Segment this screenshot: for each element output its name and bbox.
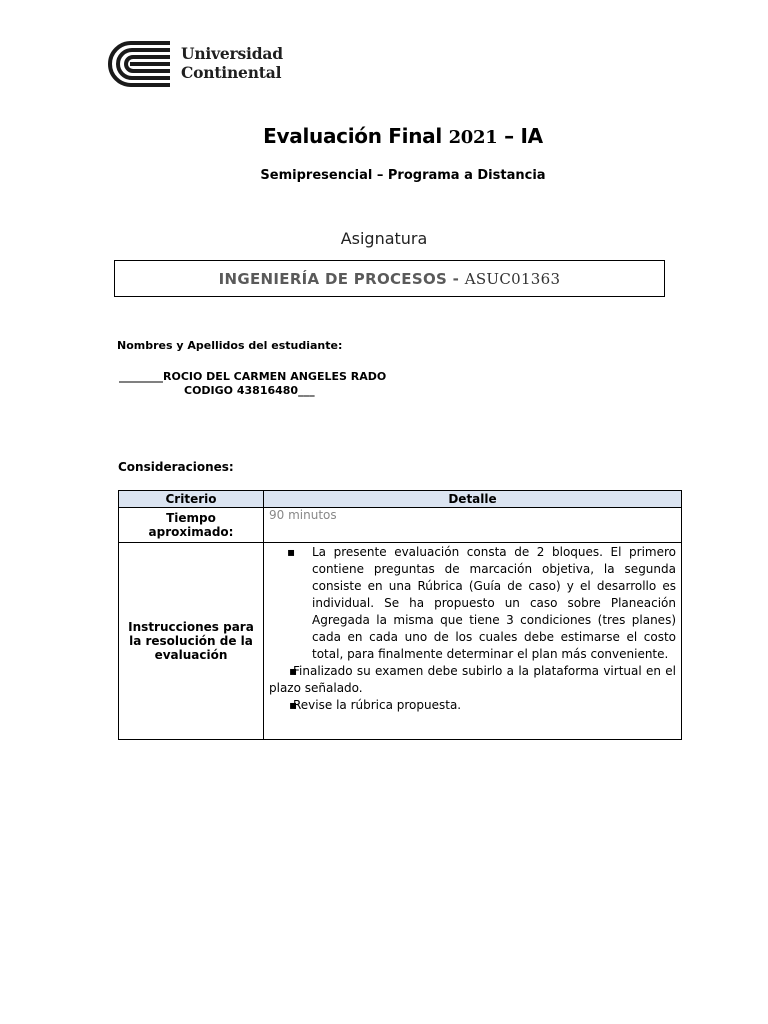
- list-item: ▪ Finalizado su examen debe subirlo a la plataforma virtual en el plazo señalado.: [269, 663, 676, 697]
- title-year: 2021: [448, 127, 498, 148]
- course-name: INGENIERÍA DE PROCESOS -: [218, 270, 465, 288]
- table-header-row: [119, 491, 682, 508]
- page-subtitle: Semipresencial – Programa a Distancia: [260, 168, 546, 183]
- universidad-continental-logo-icon: [108, 41, 174, 87]
- title-main: Evaluación Final: [263, 124, 442, 148]
- student-name: ________ROCIO DEL CARMEN ANGELES RADO: [119, 370, 387, 383]
- table-row: [119, 543, 682, 740]
- course-code: ASUC01363: [464, 270, 561, 288]
- logo-line-2: Continental: [181, 63, 282, 82]
- course-box: [114, 260, 665, 297]
- student-code: CODIGO 43816480___: [184, 384, 315, 397]
- list-item: ▪ Revise la rúbrica propuesta.: [269, 697, 676, 714]
- table-row: [119, 508, 682, 543]
- considerations-label: Consideraciones:: [118, 460, 234, 474]
- considerations-table: [118, 490, 682, 740]
- header-criterio: Criterio: [119, 491, 264, 508]
- criterio-cell: Instrucciones para la resolución de la evaluación: [119, 543, 264, 740]
- university-logo: [108, 41, 288, 89]
- criterio-cell: Tiempo aproximado:: [119, 508, 264, 543]
- logo-wordmark: [181, 44, 283, 82]
- list-item: ▪ La presente evaluación consta de 2 bloques. El primero contiene preguntas de marcación objetiva, la segunda consiste en una Rúbrica (Guía de caso) y el desarrollo es individual. Se ha propuesto un caso sobre Planeación Agregada la misma que tiene 3 condiciones (tres planes) cada en cada uno de los cuales debe estimarse el costo total, para finalmente determinar el plan más conveniente.: [269, 544, 676, 663]
- detalle-cell: 90 minutos: [264, 508, 682, 543]
- logo-line-1: Universidad: [181, 44, 283, 63]
- header-detalle: Detalle: [264, 491, 682, 508]
- course-label: Asignatura: [340, 229, 428, 248]
- detalle-cell: [264, 543, 682, 740]
- instructions-list: [269, 544, 676, 714]
- page-title: [0, 124, 768, 148]
- student-label: Nombres y Apellidos del estudiante:: [117, 339, 343, 352]
- title-suffix: – IA: [497, 124, 543, 148]
